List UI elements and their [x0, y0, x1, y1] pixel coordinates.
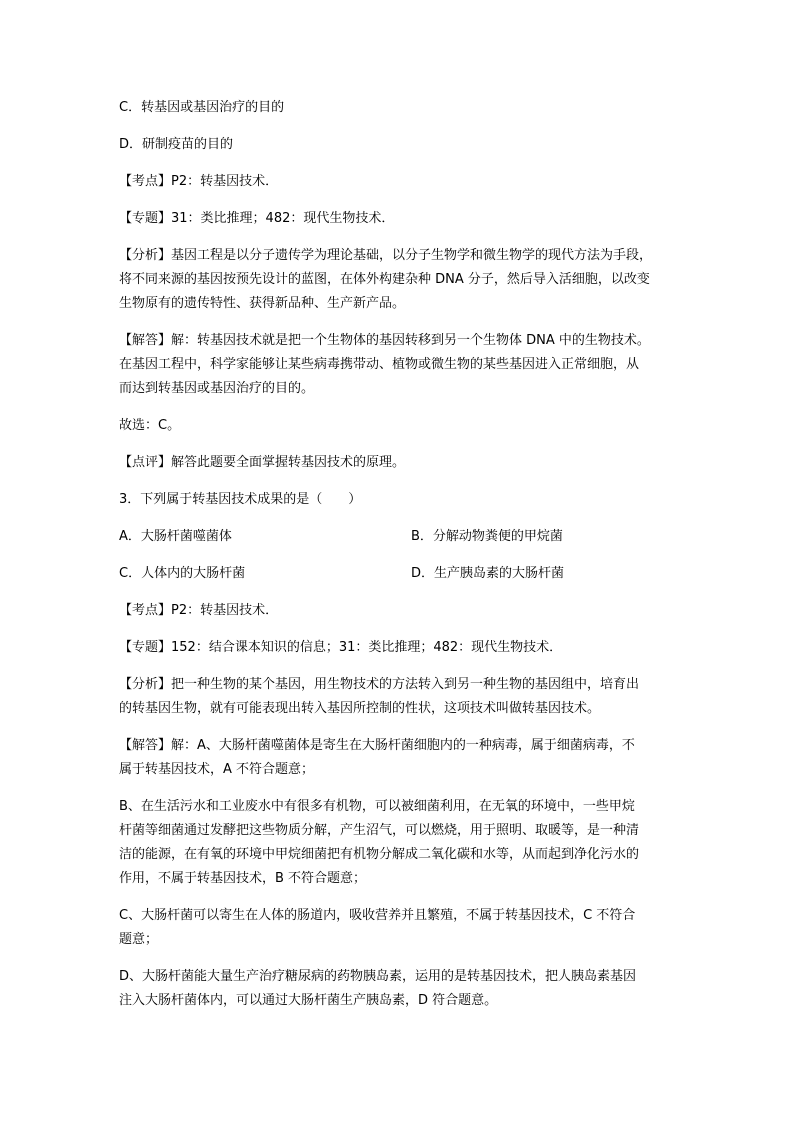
options-row-cd [119, 562, 679, 586]
jieda-line: 而达到转基因或基因治疗的目的。 [119, 381, 315, 396]
jieda-line: D、大肠杆菌能大量生产治疗糖尿病的药物胰岛素，运用的是转基因技术，把人胰岛素基因 [119, 969, 637, 984]
jieda-line: 题意； [119, 932, 159, 947]
dianping: 【点评】解答此题要全面掌握转基因技术的原理。 [119, 455, 406, 470]
jieda-line: 在基因工程中，科学家能够让某些病毒携带动、植物或微生物的某些基因进入正常细胞，从 [119, 357, 640, 372]
jieda-c-paragraph [119, 904, 679, 952]
answer-choice: 故选：C。 [119, 418, 181, 433]
jieda-line: 杆菌等细菌通过发酵把这些物质分解，产生沼气，可以燃烧，用于照明、取暖等，是一种清 [119, 823, 640, 838]
zhuanti: 【专题】31：类比推理；482：现代生物技术． [119, 211, 395, 226]
fenxi-line: 【分析】把一种生物的某个基因，用生物技术的方法转入到另一种生物的基因组中，培育出 [119, 677, 640, 692]
kaodian: 【考点】P2：转基因技术． [119, 603, 279, 618]
fenxi-line: 的转基因生物，就有可能表现出转入基因所控制的性状，这项技术叫做转基因技术。 [119, 701, 601, 716]
question-3-stem: 3．下列属于转基因技术成果的是（ ） [119, 492, 362, 507]
option-d: D．生产胰岛素的大肠杆菌 [411, 566, 565, 581]
jieda-line: 作用，不属于转基因技术，B 不符合题意； [119, 871, 367, 886]
jieda-b-paragraph [119, 795, 679, 891]
jieda-line: 【解答】解：转基因技术就是把一个生物体的基因转移到另一个生物体 DNA 中的生物技术。 [119, 333, 650, 348]
fenxi-paragraph [119, 673, 679, 721]
jieda-paragraph [119, 329, 679, 401]
jieda-line: 注入大肠杆菌体内，可以通过大肠杆菌生产胰岛素，D 符合题意。 [119, 993, 498, 1008]
jieda-line: B、在生活污水和工业废水中有很多有机物，可以被细菌利用，在无氧的环境中，一些甲烷 [119, 799, 635, 814]
option-c: C．人体内的大肠杆菌 [119, 566, 246, 581]
zhuanti: 【专题】152：结合课本知识的信息；31：类比推理；482：现代生物技术． [119, 640, 563, 655]
jieda-d-paragraph [119, 965, 679, 1013]
jieda-line: 属于转基因技术，A 不符合题意； [119, 762, 315, 777]
option-b: B．分解动物粪便的甲烷菌 [411, 529, 563, 544]
jieda-line: 【解答】解：A、大肠杆菌噬菌体是寄生在大肠杆菌细胞内的一种病毒，属于细菌病毒，不 [119, 738, 635, 753]
options-row-ab [119, 525, 679, 549]
fenxi-paragraph [119, 244, 679, 316]
jieda-a-paragraph [119, 734, 679, 782]
jieda-line: C、大肠杆菌可以寄生在人体的肠道内，吸收营养并且繁殖，不属于转基因技术，C 不符合 [119, 908, 636, 923]
document-page [119, 96, 679, 1013]
fenxi-line: 生物原有的遗传特性、获得新品种、生产新产品。 [119, 296, 406, 311]
option-c: C．转基因或基因治疗的目的 [119, 100, 285, 115]
option-a: A．大肠杆菌噬菌体 [119, 529, 232, 544]
fenxi-line: 将不同来源的基因按预先设计的蓝图，在体外构建杂种 DNA 分子，然后导入活细胞，以改变 [119, 272, 650, 287]
kaodian: 【考点】P2：转基因技术． [119, 174, 279, 189]
fenxi-line: 【分析】基因工程是以分子遗传学为理论基础，以分子生物学和微生物学的现代方法为手段， [119, 248, 653, 263]
option-d: D．研制疫苗的目的 [119, 137, 234, 152]
jieda-line: 洁的能源，在有氧的环境中甲烷细菌把有机物分解成二氧化碳和水等，从而起到净化污水的 [119, 847, 640, 862]
